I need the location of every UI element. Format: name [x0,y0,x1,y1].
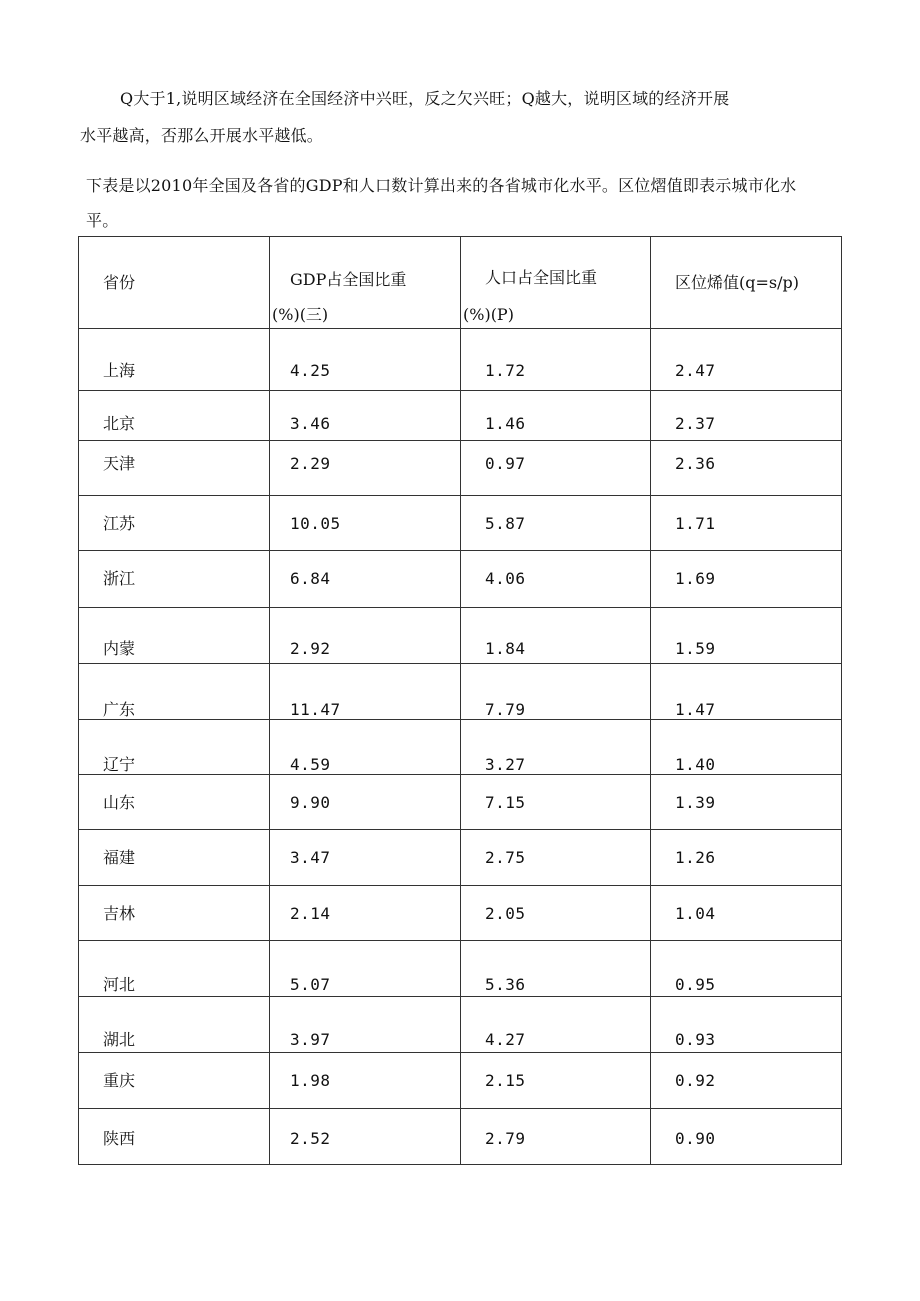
location-quotient-cell-value: 0.92 [675,1071,716,1090]
location-quotient-cell [651,329,842,391]
population-share-cell-value: 1.46 [485,414,526,433]
gdp-share-cell-value: 4.25 [290,361,331,380]
province-cell-value: 浙江 [103,569,136,588]
gdp-share-cell-value: 9.90 [290,793,331,812]
location-quotient-cell [651,941,842,997]
header-population-share [461,237,651,329]
gdp-share-cell-value: 11.47 [290,700,341,719]
location-quotient-cell-value: 0.90 [675,1129,716,1148]
gdp-share-cell-value: 4.59 [290,755,331,774]
table-row [79,886,842,941]
location-quotient-cell [651,551,842,608]
province-cell [79,886,270,941]
location-quotient-cell-value: 1.26 [675,848,716,867]
province-cell-value: 江苏 [103,514,136,533]
population-share-cell-value: 2.79 [485,1129,526,1148]
gdp-share-cell [270,720,461,775]
gdp-share-cell-value: 3.97 [290,1030,331,1049]
gdp-share-cell-value: 2.29 [290,454,331,473]
population-share-cell [461,664,651,720]
header-location-quotient [651,237,842,329]
gdp-share-cell-value: 6.84 [290,569,331,588]
province-cell [79,391,270,441]
population-share-cell [461,720,651,775]
location-quotient-cell [651,1053,842,1109]
province-cell-value: 吉林 [103,904,136,923]
location-quotient-cell-value: 1.47 [675,700,716,719]
table-row [79,496,842,551]
population-share-cell [461,997,651,1053]
population-share-cell [461,1053,651,1109]
gdp-share-cell [270,941,461,997]
intro-line-2: 水平越高，否那么开展水平越低。 [80,126,324,145]
table-row [79,608,842,664]
population-share-cell [461,886,651,941]
province-cell [79,496,270,551]
location-quotient-cell-value: 0.95 [675,975,716,994]
province-cell-value: 重庆 [103,1071,136,1090]
gdp-share-cell [270,441,461,496]
table-row [79,941,842,997]
location-quotient-cell [651,391,842,441]
gdp-share-cell [270,551,461,608]
header-gdp-label-line1: GDP占全国比重 [290,270,407,289]
location-quotient-cell-value: 2.47 [675,361,716,380]
location-quotient-cell [651,664,842,720]
gdp-share-cell [270,1109,461,1165]
gdp-share-cell-value: 2.14 [290,904,331,923]
gdp-share-cell [270,391,461,441]
table-row [79,551,842,608]
header-province-label: 省份 [103,273,136,292]
header-pop-label-line2: (%)(P) [463,305,514,324]
intro-line-1: Q大于1,说明区域经济在全国经济中兴旺，反之欠兴旺；Q越大，说明区域的经济开展 [120,89,730,108]
location-quotient-cell [651,997,842,1053]
province-cell-value: 河北 [103,975,136,994]
gdp-share-cell [270,1053,461,1109]
province-cell [79,329,270,391]
province-cell-value: 陕西 [103,1129,136,1148]
location-quotient-cell [651,886,842,941]
table-row [79,997,842,1053]
table-row [79,391,842,441]
location-quotient-cell-value: 1.71 [675,514,716,533]
location-quotient-cell [651,830,842,886]
location-quotient-cell-value: 1.40 [675,755,716,774]
table-row [79,720,842,775]
table-row [79,775,842,830]
table-row [79,1053,842,1109]
location-quotient-cell [651,1109,842,1165]
gdp-share-cell [270,997,461,1053]
province-cell [79,1053,270,1109]
gdp-share-cell [270,775,461,830]
province-cell [79,997,270,1053]
population-share-cell-value: 7.79 [485,700,526,719]
location-quotient-cell-value: 1.59 [675,639,716,658]
header-gdp-label-line2: (%)(三) [272,305,329,324]
population-share-cell-value: 4.27 [485,1030,526,1049]
population-share-cell-value: 5.87 [485,514,526,533]
table-body [79,329,842,1165]
province-cell [79,441,270,496]
population-share-cell-value: 1.84 [485,639,526,658]
location-quotient-cell [651,496,842,551]
province-cell [79,1109,270,1165]
province-cell [79,775,270,830]
urbanization-table [78,236,842,1165]
location-quotient-cell-value: 1.39 [675,793,716,812]
population-share-cell-value: 4.06 [485,569,526,588]
province-cell [79,608,270,664]
province-cell-value: 山东 [103,793,136,812]
province-cell-value: 湖北 [103,1030,136,1049]
population-share-cell-value: 7.15 [485,793,526,812]
header-pop-label-line1: 人口占全国比重 [485,268,598,287]
location-quotient-cell-value: 0.93 [675,1030,716,1049]
gdp-share-cell [270,608,461,664]
province-cell-value: 上海 [103,361,136,380]
population-share-cell-value: 2.75 [485,848,526,867]
gdp-share-cell [270,496,461,551]
population-share-cell [461,608,651,664]
table-row [79,441,842,496]
location-quotient-cell [651,608,842,664]
header-quotient-label: 区位烯值(q=s/p) [675,273,799,292]
table-row [79,664,842,720]
population-share-cell [461,1109,651,1165]
location-quotient-cell [651,720,842,775]
location-quotient-cell [651,441,842,496]
table-header-row [79,237,842,329]
caption-line-1: 下表是以2010年全国及各省的GDP和人口数计算出来的各省城市化水平。区位熠值即表示城市化水 [86,176,797,195]
population-share-cell [461,329,651,391]
province-cell-value: 辽宁 [103,755,136,774]
province-cell-value: 福建 [103,848,136,867]
population-share-cell [461,941,651,997]
location-quotient-cell-value: 2.36 [675,454,716,473]
province-cell-value: 天津 [103,454,136,473]
location-quotient-cell [651,775,842,830]
population-share-cell-value: 0.97 [485,454,526,473]
province-cell-value: 北京 [103,414,136,433]
population-share-cell [461,441,651,496]
population-share-cell-value: 1.72 [485,361,526,380]
province-cell [79,941,270,997]
province-cell [79,551,270,608]
population-share-cell-value: 2.15 [485,1071,526,1090]
gdp-share-cell-value: 1.98 [290,1071,331,1090]
gdp-share-cell-value: 10.05 [290,514,341,533]
province-cell-value: 内蒙 [103,639,136,658]
population-share-cell-value: 2.05 [485,904,526,923]
gdp-share-cell-value: 3.46 [290,414,331,433]
gdp-share-cell [270,664,461,720]
population-share-cell [461,391,651,441]
caption-line-2: 平。 [86,211,119,230]
province-cell [79,720,270,775]
header-province [79,237,270,329]
location-quotient-cell-value: 1.04 [675,904,716,923]
gdp-share-cell-value: 2.52 [290,1129,331,1148]
province-cell [79,830,270,886]
gdp-share-cell-value: 3.47 [290,848,331,867]
gdp-share-cell [270,329,461,391]
table-row [79,830,842,886]
gdp-share-cell-value: 5.07 [290,975,331,994]
population-share-cell [461,496,651,551]
population-share-cell [461,551,651,608]
population-share-cell [461,830,651,886]
province-cell [79,664,270,720]
table-row [79,1109,842,1165]
gdp-share-cell [270,830,461,886]
gdp-share-cell [270,886,461,941]
province-cell-value: 广东 [103,700,136,719]
table-row [79,329,842,391]
header-gdp-share [270,237,461,329]
gdp-share-cell-value: 2.92 [290,639,331,658]
location-quotient-cell-value: 1.69 [675,569,716,588]
population-share-cell-value: 3.27 [485,755,526,774]
population-share-cell [461,775,651,830]
location-quotient-cell-value: 2.37 [675,414,716,433]
population-share-cell-value: 5.36 [485,975,526,994]
